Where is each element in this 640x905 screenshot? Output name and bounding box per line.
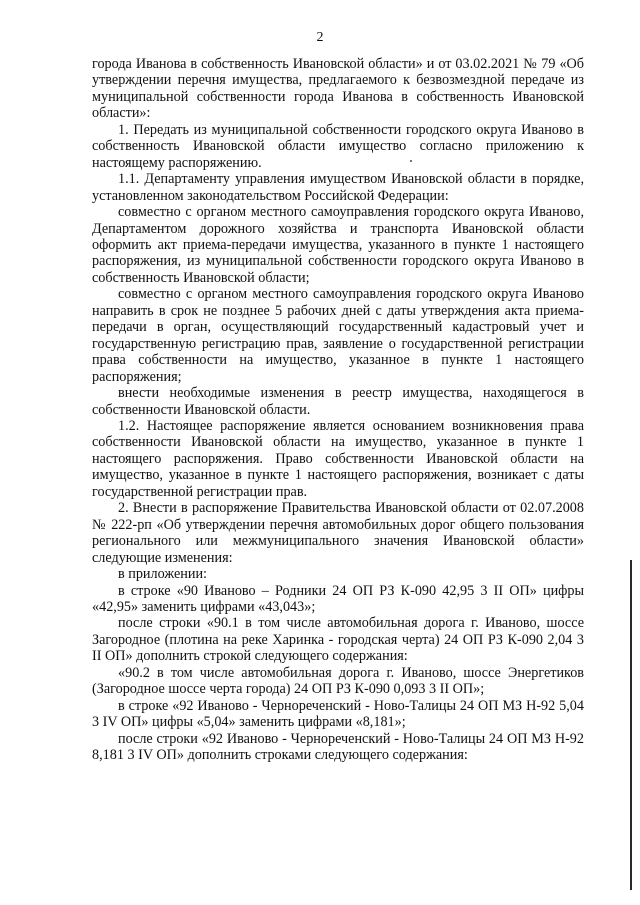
paragraph-item-1: 1. Передать из муниципальной собственности городского округа Иваново в собственность Ивановской области имущество согласно приложению к настоящему распоряжению. (92, 121, 584, 171)
scan-edge-line (630, 560, 632, 890)
paragraph-continuation: города Иванова в собственность Ивановской области» и от 03.02.2021 № 79 «Об утверждении перечня имущества, предлагаемого к безвозмездной передаче из муниципальной собственности города Иванова в собственность Ивановской области»: (92, 56, 584, 122)
paragraph-subitem: после строки «90.1 в том числе автомобильная дорога г. Иваново, шоссе Загородное (плотина на реке Харинка - городская черта) 24 ОП РЗ К-090 2,04 3 II ОП» дополнить строкой следующего содержания: (92, 615, 584, 665)
paragraph-item-1-2: 1.2. Настоящее распоряжение является основанием возникновения права собственности Ивановской области на имущество, указанное в пункте 1 настоящего распоряжения. Право собственности Ивановской области на имущество, указанное в пункте 1 настоящего распоряжения, возникает с даты государственной регистрации прав. (92, 417, 584, 500)
paragraph-subitem: совместно с органом местного самоуправления городского округа Иваново направить в срок не позднее 5 рабочих дней с даты утверждения акта приема-передачи в орган, осуществляющий государственный кадастровый учет и государственную регистрацию прав, заявление о государственной регистрации права собственности на имущество, указанное в пункте 1 настоящего распоряжения; (92, 286, 584, 385)
paragraph-subitem: совместно с органом местного самоуправления городского округа Иваново, Департаментом дорожного хозяйства и транспорта Ивановской области оформить акт приема-передачи имущества, указанного в пункте 1 настоящего распоряжения, из муниципальной собственности городского округа Иваново в собственность Ивановской области; (92, 204, 584, 286)
paragraph-item-1-1: 1.1. Департаменту управления имуществом Ивановской области в порядке, установленном законодательством Российской Федерации: (92, 171, 584, 204)
paragraph-subitem: «90.2 в том числе автомобильная дорога г. Иваново, шоссе Энергетиков (Загородное шоссе черта города) 24 ОП РЗ К-090 0,093 3 II ОП»; (92, 664, 584, 698)
paragraph-subitem: в приложении: (118, 566, 207, 583)
paragraph-subitem: после строки «92 Иваново - Чернореченский - Ново-Талицы 24 ОП МЗ Н-92 8,181 3 IV ОП» дополнить строками следующего содержания: (92, 730, 584, 764)
paragraph-subitem: в строке «90 Иваново – Родники 24 ОП РЗ К-090 42,95 3 II ОП» цифры «42,95» заменить цифрами «43,043»; (92, 582, 584, 615)
page-number: 2 (316, 30, 324, 45)
paragraph-subitem: в строке «92 Иваново - Чернореченский - Ново-Талицы 24 ОП МЗ Н-92 5,04 3 IV ОП» цифры «5,04» заменить цифрами «8,181»; (92, 697, 584, 731)
scan-speck (410, 160, 412, 162)
paragraph-subitem: внести необходимые изменения в реестр имущества, находящегося в собственности Ивановской области. (92, 385, 584, 418)
document-body (92, 56, 584, 763)
paragraph-item-2: 2. Внести в распоряжение Правительства Ивановской области от 02.07.2008 № 222-рп «Об утверждении перечня автомобильных дорог общего пользования регионального или межмуниципального значения Ивановской области» следующие изменения: (92, 500, 584, 566)
